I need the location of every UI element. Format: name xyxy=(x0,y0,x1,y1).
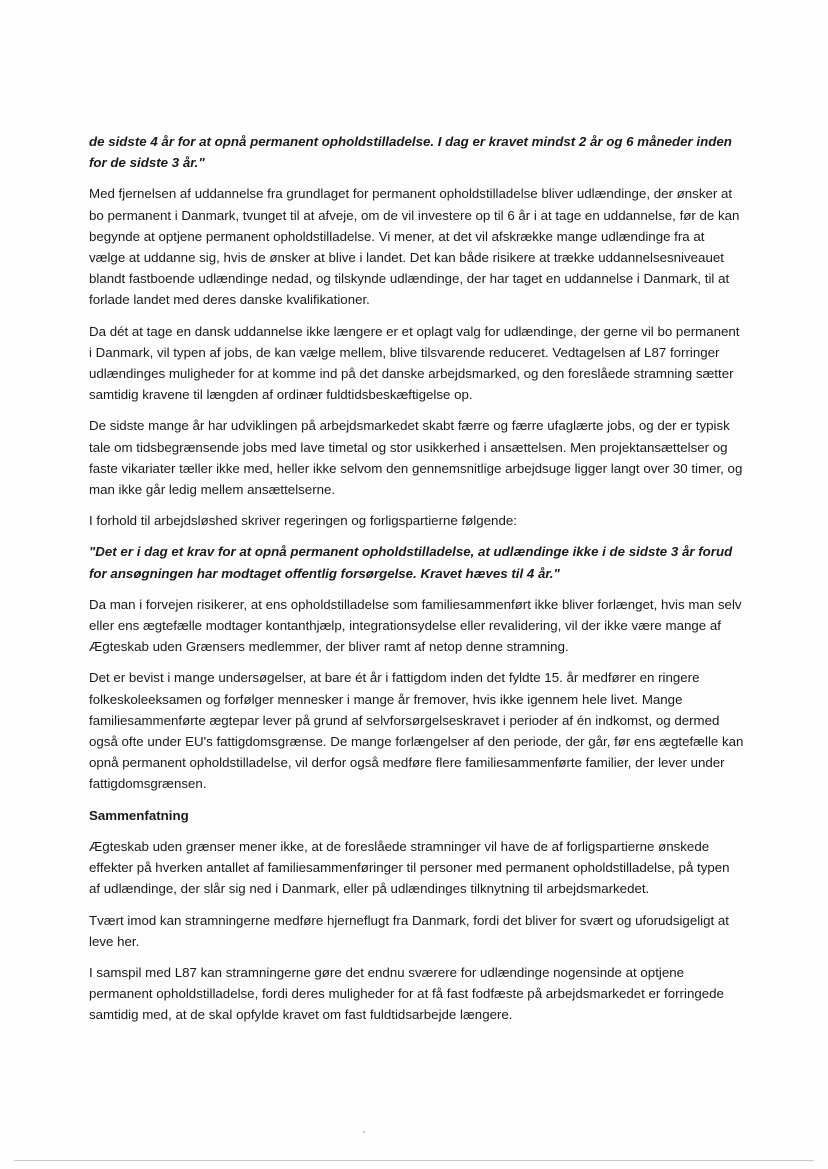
body-paragraph: Da man i forvejen risikerer, at ens opholdstilladelse som familiesammenført ikke bliver forlænget, hvis man selv eller ens ægtefælle modtager kontanthjælp, integrationsydelse eller revalidering, vil der ikke være mange af Ægteskab uden Grænsers medlemmer, der bliver ramt af netop denne stramning. xyxy=(89,596,742,655)
body-paragraph: Det er bevist i mange undersøgelser, at bare ét år i fattigdom inden det fyldte 15. år medfører en ringere folkeskoleeksamen og forfølger mennesker i mange år fremover, hvis ikke igennem hele livet. Mange familiesammenførte ægtepar lever på grund af selvforsørgelseskravet i perioder af én indkomst, og dermed også ofte under EU's fattigdomsgrænse. De mange forlængelser af den periode, der går, før ens ægtefælle kan opnå permanent opholdstilladelse, vil derfor også medføre flere familiesammenførte familier, der lever under fattigdomsgrænsen. xyxy=(89,670,744,792)
body-paragraph: I forhold til arbejdsløshed skriver regeringen og forligspartierne følgende: xyxy=(89,513,517,529)
quote-paragraph: de sidste 4 år for at opnå permanent opholdstilladelse. I dag er kravet mindst 2 år og 6 måneder inden for de sidste 3 år." xyxy=(89,134,732,171)
body-paragraph: Med fjernelsen af uddannelse fra grundlaget for permanent opholdstilladelse bliver udlændinge, der ønsker at bo permanent i Danmark, tvunget til at afveje, om de vil investere op til 6 år i at tage en uddannelse, før de kan begynde at optjene permanent opholdstilladelse. Vi mener, at det vil afskrække mange udlændinge fra at vælge at uddanne sig, hvis de ønsker at blive i landet. Det kan både risikere at trække uddannelsesniveauet blandt fastboende udlændinge nedad, og tilskynde udlændinge, der har taget en uddannelse i Danmark, til at forlade landet med deres danske kvalifikationer. xyxy=(89,186,740,308)
quote-paragraph: "Det er i dag et krav for at opnå permanent opholdstilladelse, at udlændinge ikke i de sidste 3 år forud for ansøgningen har modtaget offentlig forsørgelse. Kravet hæves til 4 år." xyxy=(89,544,733,581)
body-paragraph: Da dét at tage en dansk uddannelse ikke længere er et oplagt valg for udlændinge, der gerne vil bo permanent i Danmark, vil typen af jobs, de kan vælge mellem, blive tilsvarende reduceret. Vedtagelsen af L87 forringer udlændinges muligheder for at komme ind på det danske arbejdsmarked, og den foreslåede stramning sætter samtidig kravene til længden af ordinær fuldtidsbeskæftigelse op. xyxy=(89,323,740,403)
body-paragraph: Ægteskab uden grænser mener ikke, at de foreslåede stramninger vil have de af forligspartierne ønskede effekter på hverken antallet af familiesammenføringer til personer med permanent opholdstilladelse, på typen af udlændinge, der slår sig ned i Danmark, eller på udlændinges tilknytning til arbejdsmarkedet. xyxy=(89,838,730,897)
body-paragraph: Tvært imod kan stramningerne medføre hjerneflugt fra Danmark, fordi det bliver for svært og uforudsigeligt at leve her. xyxy=(89,912,729,949)
page-bottom-rule xyxy=(14,1160,814,1161)
body-paragraph: I samspil med L87 kan stramningerne gøre det endnu sværere for udlændinge nogensinde at optjene permanent opholdstilladelse, fordi deres muligheder for at få fast fodfæste på arbejdsmarkedet er forringede samtidig med, at de skal opfylde kravet om fast fuldtidsarbejde længere. xyxy=(89,964,724,1023)
scan-speck xyxy=(363,1131,365,1133)
body-paragraph: De sidste mange år har udviklingen på arbejdsmarkedet skabt færre og færre ufaglærte jobs, og der er typisk tale om tidsbegrænsende jobs med lave timetal og stor usikkerhed i ansættelsen. Men projektansættelser og faste vikariater tæller ikke med, heller ikke selvom den gennemsnitlige arbejdsuge ligger langt over 30 timer, og man ikke går ledig mellem ansættelserne. xyxy=(89,418,743,498)
section-heading: Sammenfatning xyxy=(89,807,189,823)
document-body xyxy=(89,131,744,1036)
